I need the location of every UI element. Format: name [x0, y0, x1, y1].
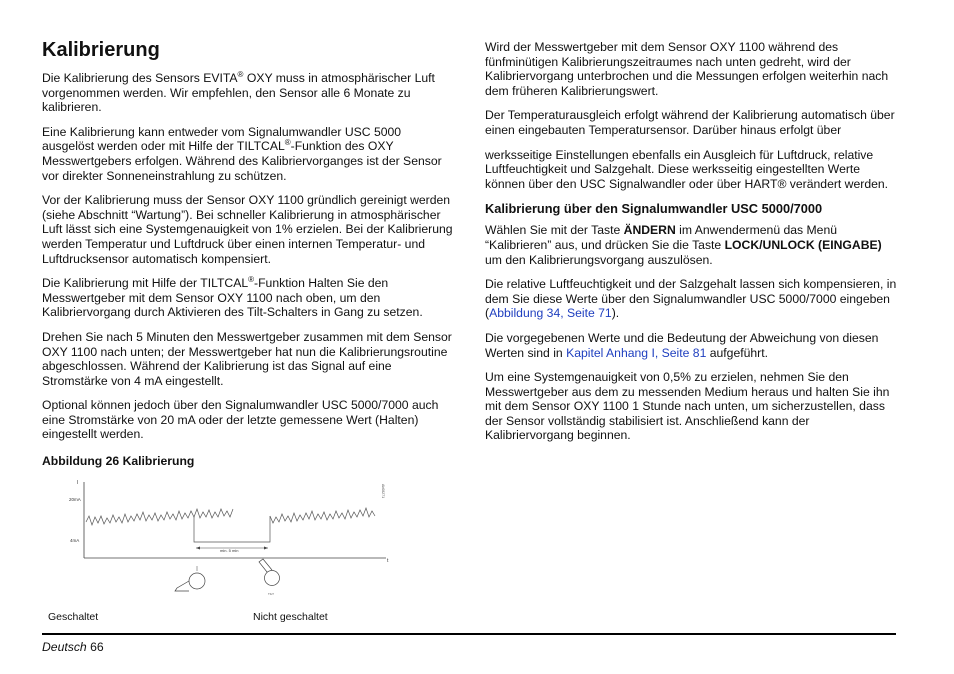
y-axis-label: I [77, 480, 79, 486]
x-axis-label: t [387, 558, 389, 564]
paragraph-preparation: Vor der Kalibrierung muss der Sensor OXY 1100 gründlich gereinigt werden (siehe Abschnitt “Wartung”). Bei schneller Kalibrierung in atmosphärischer Luft lässt sich eine Systemgenauigkeit von 1% erzielen. Bei der Kalibrierung werden Temperatur und Luftdruck über einen internen Temperatur- und Luftdrucksensor automatisch kompensiert. [42, 193, 453, 266]
signal-trace-left [86, 509, 233, 525]
paragraph-rotate: Drehen Sie nach 5 Minuten den Messwertgeber zusammen mit dem Sensor OXY 1100 nach unten; der Messwertgeber hat nun die Kalibrierungsroutine abgeschlossen. Während der Kalibrierung ist das Signal auf eine Stromstärke von 4 mA eingestellt. [42, 329, 452, 388]
label-not-switched: Nicht geschaltet [253, 611, 328, 623]
left-column [42, 38, 456, 468]
duration-label: min. 5 min [220, 548, 239, 553]
duration-arrow-head-right [264, 547, 268, 550]
paragraph-menu: Wählen Sie mit der Taste ÄNDERN im Anwendermenü das Menü “Kalibrieren” aus, und drücken Sie die Taste LOCK/UNLOCK (EINGABE) um den Kalibrierungsvorgang auszulösen. [485, 223, 882, 267]
figure-caption: Abbildung 26 Kalibrierung [42, 454, 195, 469]
page-title: Kalibrierung [42, 39, 160, 61]
paragraph-optional: Optional können jedoch über den Signalumwandler USC 5000/7000 auch eine Stromstärke von 20 mA oder der letzte gemessene Wert (Halten) eingestellt werden. [42, 398, 439, 442]
link-figure-34[interactable]: Abbildung 34, Seite 71 [489, 306, 612, 321]
sensor-not-switched-icon [259, 559, 280, 596]
calibration-figure [42, 470, 402, 630]
label-switched: Geschaltet [48, 611, 99, 623]
signal-trace-calibration [194, 516, 270, 542]
paragraph-tiltcal: Die Kalibrierung mit Hilfe der TILTCAL®-Funktion Halten Sie den Messwertgeber mit dem Sensor OXY 1100 nach oben, um den Kalibriervorgang durch Aktivieren des Tilt-Schalters in Gang zu setzen. [42, 275, 423, 320]
footer-rule [42, 633, 896, 635]
signal-trace-right [270, 508, 375, 523]
sensor-switched-icon [175, 566, 205, 591]
tick-20ma: 20mA [69, 497, 81, 502]
paragraph-temperature: Der Temperaturausgleich erfolgt während der Kalibrierung automatisch über einen eingebauten Temperatursensor. Darüber hinaus erfolgt über [485, 108, 895, 137]
tick-4ma: 4mA [70, 538, 80, 543]
link-appendix-i[interactable]: Kapitel Anhang I, Seite 81 [566, 345, 707, 360]
paragraph-intro: Die Kalibrierung des Sensors EVITA® OXY muss in atmosphärischer Luft vorgenommen werden. Wir empfehlen, den Sensor alle 6 Monate zu kalibrieren. [42, 69, 435, 115]
paragraph-defaults: Die vorgegebenen Werte und die Bedeutung der Abweichung von diesen Werten sind in Kapitel Anhang I, Seite 81 aufgeführt. [485, 330, 879, 360]
svg-text:TILT: TILT [268, 592, 274, 596]
paragraph-humidity: Die relative Luftfeuchtigkeit und der Salzgehalt lassen sich kompensieren, in dem Sie diese Werte über den Signalumwandler USC 5000/7000 eingeben (Abbildung 34, Seite 71). [485, 277, 897, 321]
paragraph-accuracy: Um eine Systemgenauigkeit von 0,5% zu erzielen, nehmen Sie den Messwertgeber aus dem zu messenden Medium heraus und halten Sie ihn mit dem Sensor OXY 1100 1 Stunde nach unten, um sicherzustellen, dass der Sensor vollständig stabilisiert ist. Anschließend kann der Kalibriervorgang beginnen. [485, 370, 890, 443]
right-column [485, 40, 899, 453]
paragraph-interrupt: Wird der Messwertgeber mit dem Sensor OXY 1100 während des fünfminütigen Kalibrierungszeitraumes nach unten gedreht, wird der Kalibriervorgang unterbrochen und die Messungen erfolgen weiterhin nach dem früheren Kalibrierungswert. [485, 40, 889, 98]
paragraph-methods: Eine Kalibrierung kann entweder vom Signalumwandler USC 5000 ausgelöst werden oder mit Hilfe der TILTCAL®-Funktion des OXY Messwertgebers erfolgen. Während des Kalibriervorganges ist der Sensor vor direkter Sonneneinstrahlung zu schützen. [42, 124, 442, 183]
duration-arrow-head-left [196, 547, 200, 550]
paragraph-factory-settings: werksseitige Einstellungen ebenfalls ein Ausgleich für Luftdruck, relative Luftfeuchtigkeit und Salzgehalt. Diese werksseitig eingestellten Werte können über den USC Signalwandler oder über HART® verändert werden. [485, 147, 889, 191]
page-footer: Deutsch 66 [42, 640, 104, 654]
section-heading-usc: Kalibrierung über den Signalumwandler USC 5000/7000 [485, 201, 823, 217]
figure-code: Ab08271 [381, 484, 385, 499]
